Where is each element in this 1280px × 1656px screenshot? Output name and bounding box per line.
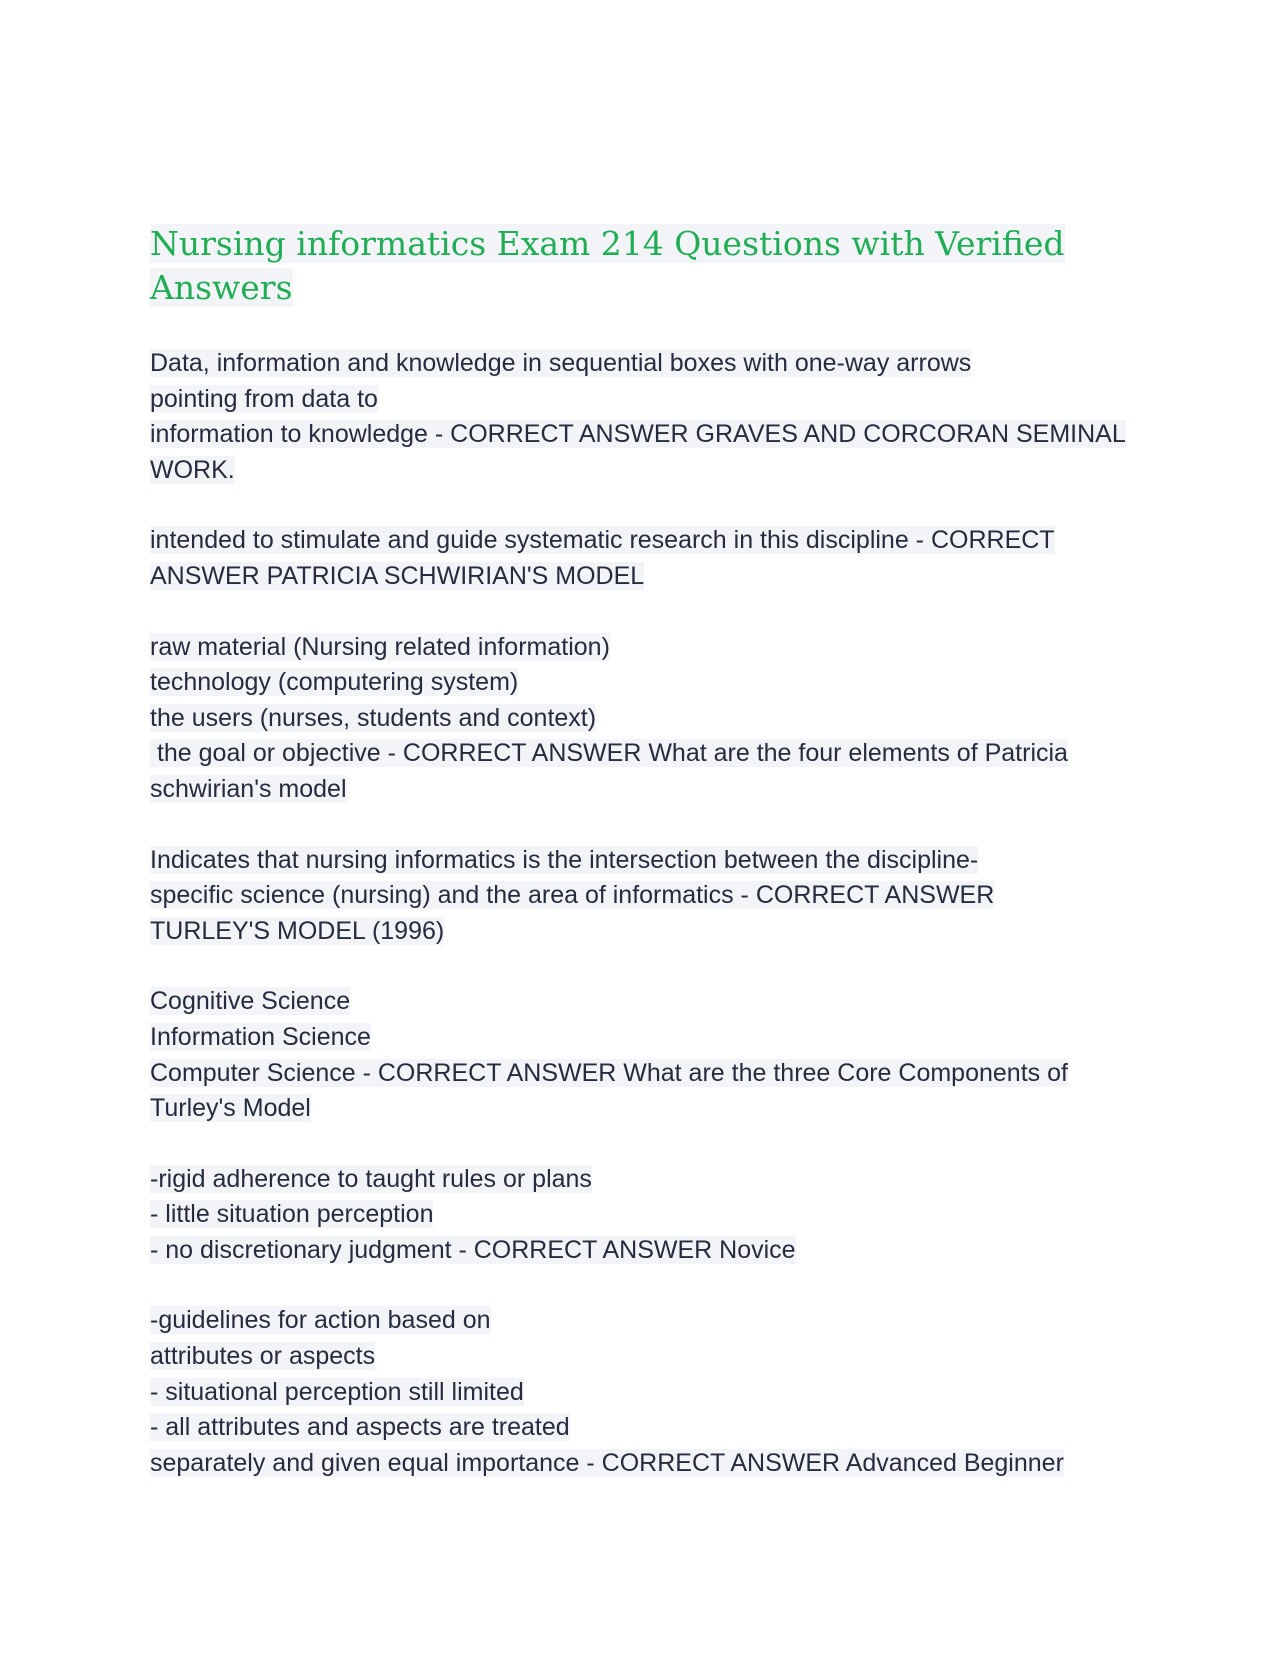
qa-line: WORK.	[150, 455, 235, 484]
document-title-wrapper	[150, 222, 1140, 310]
qa-line: attributes or aspects	[150, 1342, 376, 1371]
qa-line: Information Science	[150, 1022, 371, 1051]
qa-line: - all attributes and aspects are treated	[150, 1413, 570, 1442]
qa-line: pointing from data to	[150, 384, 378, 413]
qa-line: TURLEY'S MODEL (1996)	[150, 916, 445, 945]
qa-line: Data, information and knowledge in sequential boxes with one-way arrows	[150, 349, 972, 377]
document-title-line: Answers	[150, 268, 293, 307]
qa-block	[150, 1162, 1140, 1269]
qa-line: -guidelines for action based on	[150, 1306, 491, 1335]
qa-line: - no discretionary judgment - CORRECT ANSWER Novice	[150, 1235, 796, 1264]
qa-line: schwirian's model	[150, 774, 347, 803]
qa-line: the goal or objective - CORRECT ANSWER What are the four elements of Patricia	[150, 739, 1068, 768]
qa-line: separately and given equal importance - CORRECT ANSWER Advanced Beginner	[150, 1448, 1064, 1477]
qa-line: intended to stimulate and guide systematic research in this discipline - CORRECT	[150, 526, 1055, 555]
document-title-line: Nursing informatics Exam 214 Questions with Verified	[150, 224, 1065, 263]
qa-block	[150, 843, 1140, 950]
qa-line: Turley's Model	[150, 1094, 311, 1123]
qa-line: raw material (Nursing related information)	[150, 632, 610, 661]
qa-line: Cognitive Science	[150, 987, 351, 1016]
qa-block	[150, 523, 1140, 594]
qa-line: - little situation perception	[150, 1200, 434, 1229]
qa-line: -rigid adherence to taught rules or plans	[150, 1164, 592, 1193]
qa-line: ANSWER PATRICIA SCHWIRIAN'S MODEL	[150, 561, 645, 590]
document-title	[150, 222, 1140, 310]
qa-block	[150, 984, 1140, 1126]
document-page	[150, 222, 1140, 1481]
qa-line: information to knowledge - CORRECT ANSWER GRAVES AND CORCORAN SEMINAL	[150, 420, 1126, 449]
qa-line: - situational perception still limited	[150, 1377, 524, 1406]
qa-line: Computer Science - CORRECT ANSWER What are the three Core Components of	[150, 1058, 1068, 1087]
qa-line: specific science (nursing) and the area of informatics - CORRECT ANSWER	[150, 881, 995, 910]
qa-line: the users (nurses, students and context)	[150, 703, 597, 732]
qa-block	[150, 1303, 1140, 1481]
qa-line: Indicates that nursing informatics is the intersection between the discipline-	[150, 845, 979, 874]
qa-block	[150, 346, 1140, 488]
qa-block	[150, 630, 1140, 808]
qa-line: technology (computering system)	[150, 668, 519, 697]
